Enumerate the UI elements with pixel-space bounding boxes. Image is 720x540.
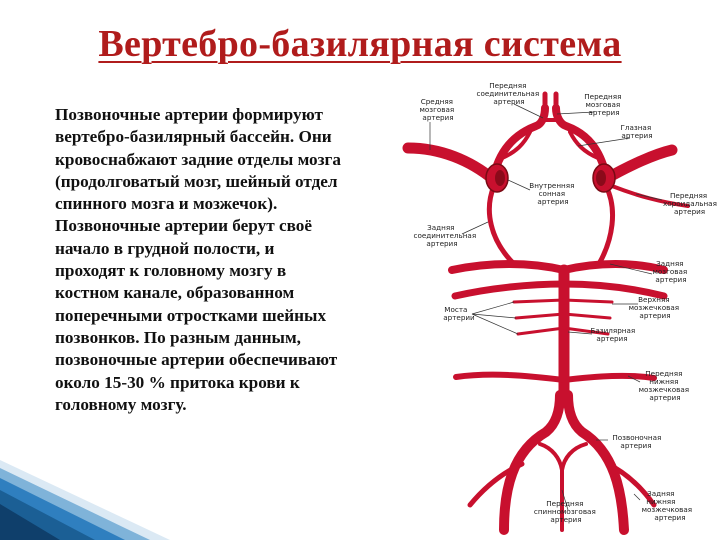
- label-ophthalmic: Глазная артерия: [620, 123, 653, 140]
- label-anterior-inferior-cerebellar: Передняя нижняя мозжечковая артерия: [638, 369, 690, 402]
- pontine-branch-right-1: [564, 300, 612, 302]
- slide-title: Вертебро-базилярная система: [98, 23, 622, 65]
- label-posterior-communicating: Задняя соединительная артерия: [413, 223, 477, 248]
- label-anterior-cerebral: Передняя мозговая артерия: [584, 92, 622, 117]
- label-pontine: Моста артерии: [443, 305, 475, 322]
- right-posterior-communicating: [600, 186, 613, 262]
- left-superior-cerebellar: [455, 284, 564, 296]
- left-posterior-cerebral: [452, 264, 564, 270]
- left-pica: [470, 464, 522, 505]
- label-basilar: Базилярная артерия: [590, 326, 636, 343]
- left-aica: [456, 375, 564, 380]
- label-posterior-cerebral: Задняя мозговая артерия: [652, 259, 688, 284]
- left-middle-cerebral: [408, 148, 494, 180]
- label-superior-cerebellar: Верхняя мозжечковая артерия: [628, 295, 680, 320]
- label-anterior-choroidal: Передняя хороидальная артерия: [663, 191, 717, 216]
- vertebrobasilar-diagram: [398, 76, 720, 540]
- left-posterior-communicating: [489, 186, 514, 264]
- pontine-branch-left-1: [514, 300, 564, 302]
- label-vertebral: Позвоночная артерия: [612, 433, 662, 450]
- label-posterior-inferior-cerebellar: Задняя нижняя мозжечковая артерия: [641, 489, 693, 522]
- pontine-branch-left-2: [516, 314, 564, 318]
- decorative-stripes: [0, 440, 170, 540]
- right-aica: [564, 376, 654, 380]
- label-internal-carotid: Внутренняя сонная артерия: [529, 181, 575, 206]
- pontine-branch-right-2: [564, 314, 610, 318]
- label-anterior-spinal: Передняя спинномозговая артерия: [533, 499, 596, 524]
- pontine-branch-left-3: [518, 328, 564, 334]
- label-anterior-communicating: Передняя соединительная артерия: [476, 81, 540, 106]
- body-paragraph: Позвоночные артерии формируют вертебро-базилярный бассейн. Они кровоснабжают задние отделы мозга (продолговатый мозг, шейный отдел спинного мозга и мозжечок). Позвоночные артерии берут своё начало в грудной полости, и проходят к головному мозгу в костном канале, образованном поперечными отростками шейных позвонков. По разным данным, позвоночные артерии обеспечивают около 15-30 % притока крови к головному мозгу.: [55, 105, 341, 414]
- label-middle-cerebral: Средняя мозговая артерия: [419, 97, 455, 122]
